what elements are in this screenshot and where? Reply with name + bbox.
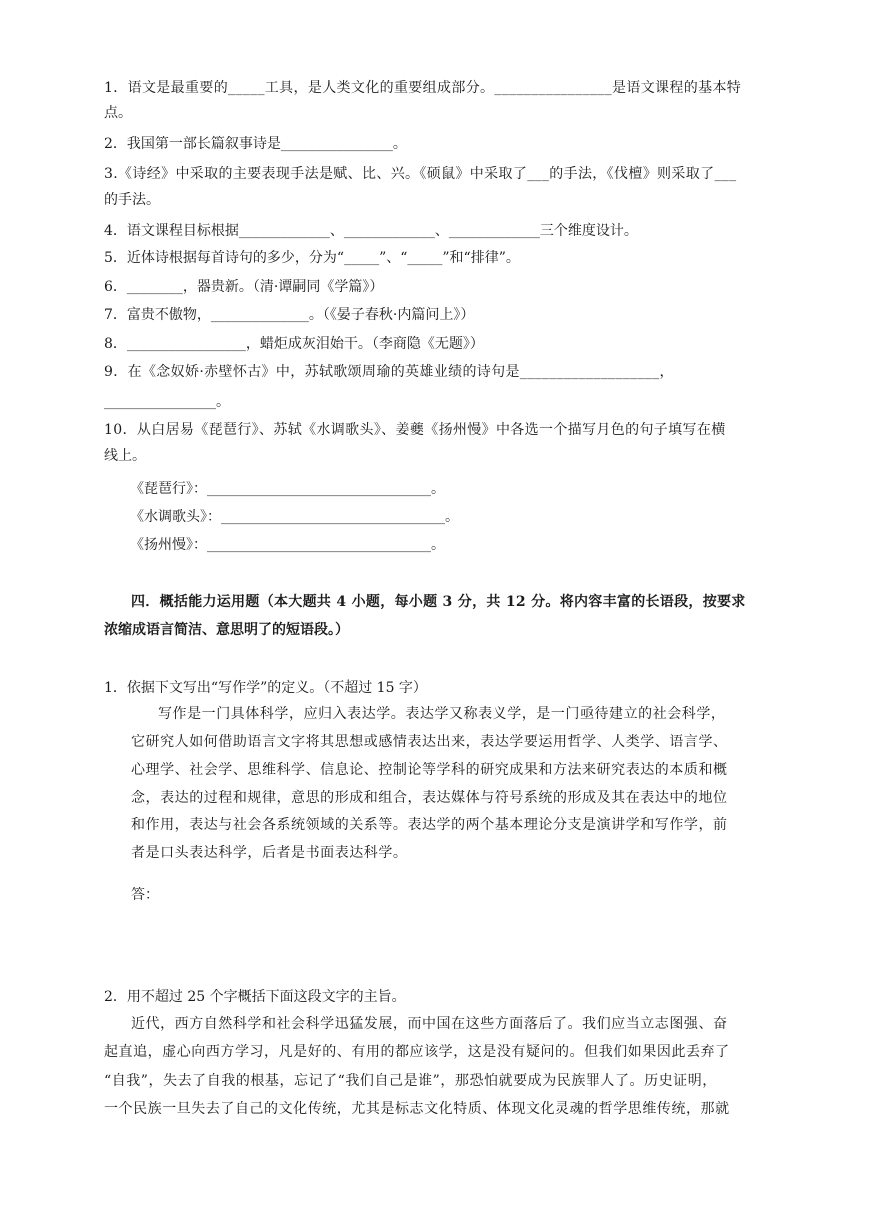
q10-answer-line: 《扬州慢》：________________________________。 (130, 537, 445, 553)
question-q4-line: 4．语文课程目标根据_____________、_____________、_____________三个维度设计。 (104, 223, 638, 239)
passage-line: “自我”，失去了自我的根基，忘记了“我们自己是谁”，那恐怕就要成为民族罪人了。历史证明， (104, 1073, 717, 1089)
question-q9-line: ________________。 (104, 394, 230, 410)
question-prompt: 2．用不超过 25 个字概括下面这段文字的主旨。 (104, 989, 406, 1005)
question-q1-line: 1．语文是最重要的_____工具，是人类文化的重要组成部分。________________是语文课程的基本特 (104, 80, 742, 96)
section-heading: 浓缩成语言简洁、意思明了的短语段。） (104, 622, 349, 638)
passage-line: 者是口头表达科学，后者是书面表达科学。 (131, 845, 408, 861)
question-q2-line: 2．我国第一部长篇叙事诗是________________。 (104, 136, 407, 152)
section-heading: 四．概括能力运用题（本大题共 4 小题，每小题 3 分，共 12 分。将内容丰富的长语段，按要求 (131, 594, 746, 610)
passage-line: 近代，西方自然科学和社会科学迅猛发展，而中国在这些方面落后了。我们应当立志图强、奋 (131, 1016, 728, 1032)
answer-label: 答： (131, 887, 159, 903)
question-q8-line: 8．_________________，蜡炬成灰泪始干。（李商隐《无题》） (104, 336, 484, 352)
question-q1-line: 点。 (104, 105, 132, 121)
question-q5-line: 5．近体诗根据每首诗句的多少，分为“_____”、“_____”和“排律”。 (104, 250, 520, 266)
q10-answer-line: 《琵琶行》：________________________________。 (130, 481, 445, 497)
question-q10-line: 10．从白居易《琵琶行》、苏轼《水调歌头》、姜夔《扬州慢》中各选一个描写月色的句子填写在横 (104, 422, 726, 438)
question-q6-line: 6．________，器贵新。（清·谭嗣同《学篇》） (104, 279, 384, 295)
passage-line: 心理学、社会学、思维科学、信息论、控制论等学科的研究成果和方法来研究表达的本质和概 (131, 762, 728, 778)
q10-answer-line: 《水调歌头》：________________________________。 (130, 509, 459, 525)
passage-line: 和作用，表达与社会各系统领域的关系等。表达学的两个基本理论分支是演讲学和写作学，前 (131, 817, 728, 833)
question-prompt: 1．依据下文写出“写作学”的定义。（不超过 15 字） (104, 680, 427, 696)
question-q3-line: 3.《诗经》中采取的主要表现手法是赋、比、兴。《硕鼠》中采取了___的手法，《伐檀》则采取了___ (104, 166, 737, 182)
question-q3-line: 的手法。 (104, 192, 160, 208)
passage-line: 念，表达的过程和规律，意思的形成和组合，表达媒体与符号系统的形成及其在表达中的地位 (131, 790, 728, 806)
passage-line: 写作是一门具体科学，应归入表达学。表达学又称表义学，是一门亟待建立的社会科学， (158, 706, 726, 722)
question-q9-line: 9．在《念奴娇·赤壁怀古》中，苏轼歌颂周瑜的英雄业绩的诗句是___________________， (104, 364, 674, 380)
question-q7-line: 7．富贵不傲物，______________。（《晏子春秋·内篇问上》） (104, 307, 475, 323)
passage-line: 起直追，虚心向西方学习，凡是好的、有用的都应该学，这是没有疑问的。但我们如果因此丢弃了 (104, 1044, 730, 1060)
question-q10-line: 线上。 (104, 448, 146, 464)
passage-line: 它研究人如何借助语言文字将其思想或感情表达出来，表达学要运用哲学、人类学、语言学、 (131, 734, 728, 750)
passage-line: 一个民族一旦失去了自己的文化传统，尤其是标志文化特质、体现文化灵魂的哲学思维传统，那就 (104, 1101, 730, 1117)
